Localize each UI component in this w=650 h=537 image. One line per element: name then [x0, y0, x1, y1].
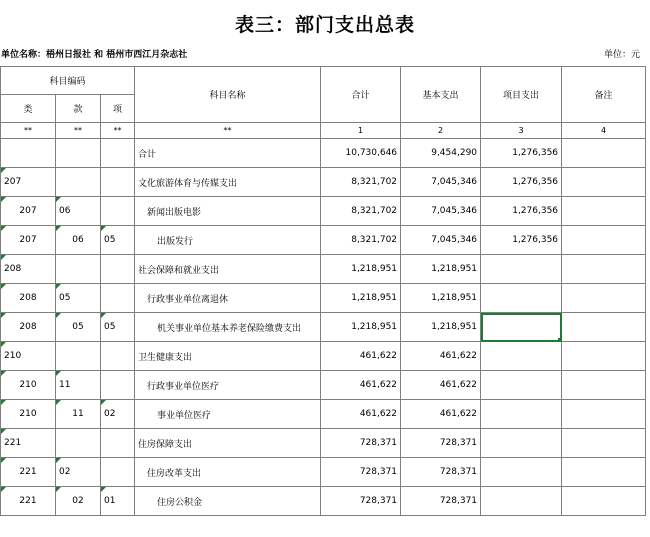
cell-total[interactable]: 8,321,702: [321, 226, 401, 255]
cell-project[interactable]: [481, 371, 562, 400]
cell-kuan[interactable]: [56, 313, 101, 342]
cell-lei[interactable]: [1, 342, 56, 371]
cell-lei[interactable]: [1, 371, 56, 400]
table-row: [1, 139, 646, 168]
error-indicator-icon: [56, 487, 61, 492]
cell-text: 02: [104, 409, 116, 419]
error-indicator-icon: [1, 313, 6, 318]
cell-kuan[interactable]: [56, 342, 101, 371]
index-cell[interactable]: 3: [481, 123, 562, 139]
cell-total[interactable]: 1,218,951: [321, 313, 401, 342]
cell-text: 221: [19, 496, 37, 506]
error-indicator-icon: [1, 168, 6, 173]
index-cell[interactable]: **: [101, 123, 135, 139]
cell-text: 06: [59, 206, 71, 216]
cell-text: 208: [19, 293, 37, 303]
cell-text: 210: [19, 409, 37, 419]
cell-project[interactable]: 1,276,356: [481, 139, 562, 168]
cell-text: 02: [59, 467, 71, 477]
cell-kuan[interactable]: [56, 487, 101, 516]
cell-xiang[interactable]: [101, 458, 135, 487]
cell-subject-name[interactable]: 出版发行: [135, 226, 321, 255]
cell-total[interactable]: 10,730,646: [321, 139, 401, 168]
cell-lei[interactable]: [1, 313, 56, 342]
table-row: [1, 226, 646, 255]
cell-remark[interactable]: [562, 371, 646, 400]
cell-remark[interactable]: [562, 487, 646, 516]
cell-basic[interactable]: 7,045,346: [401, 226, 481, 255]
cell-remark[interactable]: [562, 342, 646, 371]
index-row: [1, 123, 646, 139]
error-indicator-icon: [56, 371, 61, 376]
index-cell[interactable]: 1: [321, 123, 401, 139]
table-row: [1, 284, 646, 313]
cell-xiang[interactable]: [101, 168, 135, 197]
error-indicator-icon: [1, 284, 6, 289]
cell-kuan[interactable]: [56, 284, 101, 313]
error-indicator-icon: [56, 458, 61, 463]
cell-subject-name[interactable]: 住房保障支出: [135, 429, 321, 458]
cell-text: 210: [4, 351, 22, 361]
cell-basic[interactable]: 1,218,951: [401, 313, 481, 342]
error-indicator-icon: [56, 284, 61, 289]
cell-total[interactable]: 1,218,951: [321, 255, 401, 284]
table-row: [1, 342, 646, 371]
table-row: [1, 313, 646, 342]
cell-remark[interactable]: [562, 139, 646, 168]
cell-remark[interactable]: [562, 313, 646, 342]
cell-basic[interactable]: 1,218,951: [401, 284, 481, 313]
cell-subject-name[interactable]: 社会保障和就业支出: [135, 255, 321, 284]
cell-total[interactable]: 461,622: [321, 342, 401, 371]
cell-remark[interactable]: [562, 197, 646, 226]
header-subject-name[interactable]: 科目名称: [135, 67, 321, 123]
cell-lei[interactable]: [1, 429, 56, 458]
header-kuan[interactable]: 款: [56, 95, 101, 123]
table-row: [1, 458, 646, 487]
cell-xiang[interactable]: [101, 400, 135, 429]
header-subject-code[interactable]: 科目编码: [1, 67, 135, 95]
cell-kuan[interactable]: [56, 458, 101, 487]
cell-remark[interactable]: [562, 226, 646, 255]
selected-cell[interactable]: [481, 313, 562, 342]
error-indicator-icon: [56, 313, 61, 318]
error-indicator-icon: [101, 313, 106, 318]
cell-project[interactable]: [481, 342, 562, 371]
error-indicator-icon: [56, 400, 61, 405]
cell-xiang[interactable]: [101, 487, 135, 516]
cell-kuan[interactable]: [56, 197, 101, 226]
header-lei[interactable]: 类: [1, 95, 56, 123]
cell-project[interactable]: 1,276,356: [481, 168, 562, 197]
cell-kuan[interactable]: [56, 226, 101, 255]
index-cell[interactable]: **: [1, 123, 56, 139]
cell-project[interactable]: 1,276,356: [481, 197, 562, 226]
cell-text: 221: [19, 467, 37, 477]
cell-basic[interactable]: 728,371: [401, 429, 481, 458]
error-indicator-icon: [56, 197, 61, 202]
cell-kuan[interactable]: [56, 139, 101, 168]
cell-subject-name[interactable]: 住房公积金: [135, 487, 321, 516]
cell-xiang[interactable]: [101, 139, 135, 168]
cell-basic[interactable]: 461,622: [401, 400, 481, 429]
cell-total[interactable]: 728,371: [321, 429, 401, 458]
cell-subject-name[interactable]: 文化旅游体育与传媒支出: [135, 168, 321, 197]
cell-text: 221: [4, 438, 22, 448]
cell-xiang[interactable]: [101, 284, 135, 313]
cell-text: 208: [4, 264, 22, 274]
cell-total[interactable]: 8,321,702: [321, 197, 401, 226]
cell-xiang[interactable]: [101, 226, 135, 255]
cell-text: 06: [72, 235, 84, 245]
cell-total[interactable]: 728,371: [321, 458, 401, 487]
cell-total[interactable]: 8,321,702: [321, 168, 401, 197]
table-row: [1, 371, 646, 400]
unit-info-line: [0, 47, 650, 63]
cell-basic[interactable]: 1,218,951: [401, 255, 481, 284]
cell-basic[interactable]: 7,045,346: [401, 197, 481, 226]
cell-project[interactable]: 1,276,356: [481, 226, 562, 255]
cell-text: 05: [104, 235, 116, 245]
cell-lei[interactable]: [1, 197, 56, 226]
cell-subject-name[interactable]: 行政事业单位医疗: [135, 371, 321, 400]
cell-text: 05: [104, 322, 116, 332]
cell-text: 01: [104, 496, 116, 506]
cell-xiang[interactable]: [101, 371, 135, 400]
error-indicator-icon: [56, 226, 61, 231]
cell-remark[interactable]: [562, 168, 646, 197]
cell-lei[interactable]: [1, 284, 56, 313]
cell-lei[interactable]: [1, 139, 56, 168]
cell-text: 207: [19, 206, 37, 216]
cell-project[interactable]: [481, 255, 562, 284]
cell-kuan[interactable]: [56, 400, 101, 429]
cell-xiang[interactable]: [101, 342, 135, 371]
table-row: [1, 168, 646, 197]
expenditure-table: [0, 66, 646, 516]
cell-xiang[interactable]: [101, 313, 135, 342]
cell-basic[interactable]: 7,045,346: [401, 168, 481, 197]
error-indicator-icon: [1, 487, 6, 492]
cell-total[interactable]: 461,622: [321, 400, 401, 429]
cell-xiang[interactable]: [101, 197, 135, 226]
cell-basic[interactable]: 461,622: [401, 342, 481, 371]
error-indicator-icon: [101, 400, 106, 405]
cell-subject-name[interactable]: 卫生健康支出: [135, 342, 321, 371]
cell-remark[interactable]: [562, 458, 646, 487]
table-row: [1, 400, 646, 429]
error-indicator-icon: [1, 458, 6, 463]
cell-project[interactable]: [481, 487, 562, 516]
cell-subject-name[interactable]: 机关事业单位基本养老保险缴费支出: [135, 313, 321, 342]
cell-kuan[interactable]: [56, 255, 101, 284]
error-indicator-icon: [1, 197, 6, 202]
index-cell[interactable]: **: [56, 123, 101, 139]
cell-total[interactable]: 461,622: [321, 371, 401, 400]
error-indicator-icon: [1, 255, 6, 260]
header-row-1: [1, 67, 646, 95]
cell-subject-name[interactable]: 行政事业单位离退休: [135, 284, 321, 313]
page-title: 表三：部门支出总表: [234, 14, 415, 36]
cell-text: 11: [59, 380, 71, 390]
error-indicator-icon: [1, 226, 6, 231]
cell-lei[interactable]: [1, 487, 56, 516]
index-cell[interactable]: 2: [401, 123, 481, 139]
cell-text: 11: [72, 409, 84, 419]
cell-basic[interactable]: 9,454,290: [401, 139, 481, 168]
cell-subject-name[interactable]: 新闻出版电影: [135, 197, 321, 226]
table-row: [1, 487, 646, 516]
currency-unit: 单位：元: [603, 50, 640, 60]
cell-basic[interactable]: 728,371: [401, 458, 481, 487]
header-remark[interactable]: 备注: [562, 67, 646, 123]
cell-xiang[interactable]: [101, 429, 135, 458]
cell-subject-name[interactable]: 事业单位医疗: [135, 400, 321, 429]
cell-project[interactable]: [481, 284, 562, 313]
cell-lei[interactable]: [1, 458, 56, 487]
cell-lei[interactable]: [1, 255, 56, 284]
table-row: [1, 255, 646, 284]
cell-total[interactable]: 1,218,951: [321, 284, 401, 313]
cell-xiang[interactable]: [101, 255, 135, 284]
cell-text: 05: [59, 293, 71, 303]
cell-lei[interactable]: [1, 168, 56, 197]
cell-subject-name[interactable]: 住房改革支出: [135, 458, 321, 487]
cell-remark[interactable]: [562, 400, 646, 429]
cell-total[interactable]: 728,371: [321, 487, 401, 516]
cell-remark[interactable]: [562, 255, 646, 284]
cell-lei[interactable]: [1, 400, 56, 429]
cell-text: 210: [19, 380, 37, 390]
header-xiang[interactable]: 项: [101, 95, 135, 123]
table-body: [1, 139, 646, 516]
cell-subject-name[interactable]: 合计: [135, 139, 321, 168]
unit-name: 单位名称：梧州日报社 和 梧州市西江月杂志社: [1, 50, 188, 60]
cell-remark[interactable]: [562, 429, 646, 458]
cell-kuan[interactable]: [56, 168, 101, 197]
cell-remark[interactable]: [562, 284, 646, 313]
cell-text: 02: [72, 496, 84, 506]
cell-project[interactable]: [481, 458, 562, 487]
index-cell[interactable]: **: [135, 123, 321, 139]
error-indicator-icon: [1, 371, 6, 376]
cell-basic[interactable]: 728,371: [401, 487, 481, 516]
table-row: [1, 197, 646, 226]
header-project[interactable]: 项目支出: [481, 67, 562, 123]
cell-text: 207: [19, 235, 37, 245]
cell-basic[interactable]: 461,622: [401, 371, 481, 400]
error-indicator-icon: [101, 487, 106, 492]
cell-project[interactable]: [481, 400, 562, 429]
table-row: [1, 429, 646, 458]
cell-project[interactable]: [481, 429, 562, 458]
error-indicator-icon: [1, 400, 6, 405]
index-cell[interactable]: 4: [562, 123, 646, 139]
cell-lei[interactable]: [1, 226, 56, 255]
cell-text: 05: [72, 322, 84, 332]
cell-text: 207: [4, 177, 22, 187]
cell-kuan[interactable]: [56, 429, 101, 458]
error-indicator-icon: [101, 226, 106, 231]
header-basic[interactable]: 基本支出: [401, 67, 481, 123]
error-indicator-icon: [1, 342, 6, 347]
error-indicator-icon: [1, 429, 6, 434]
cell-text: 208: [19, 322, 37, 332]
cell-kuan[interactable]: [56, 371, 101, 400]
header-total[interactable]: 合计: [321, 67, 401, 123]
